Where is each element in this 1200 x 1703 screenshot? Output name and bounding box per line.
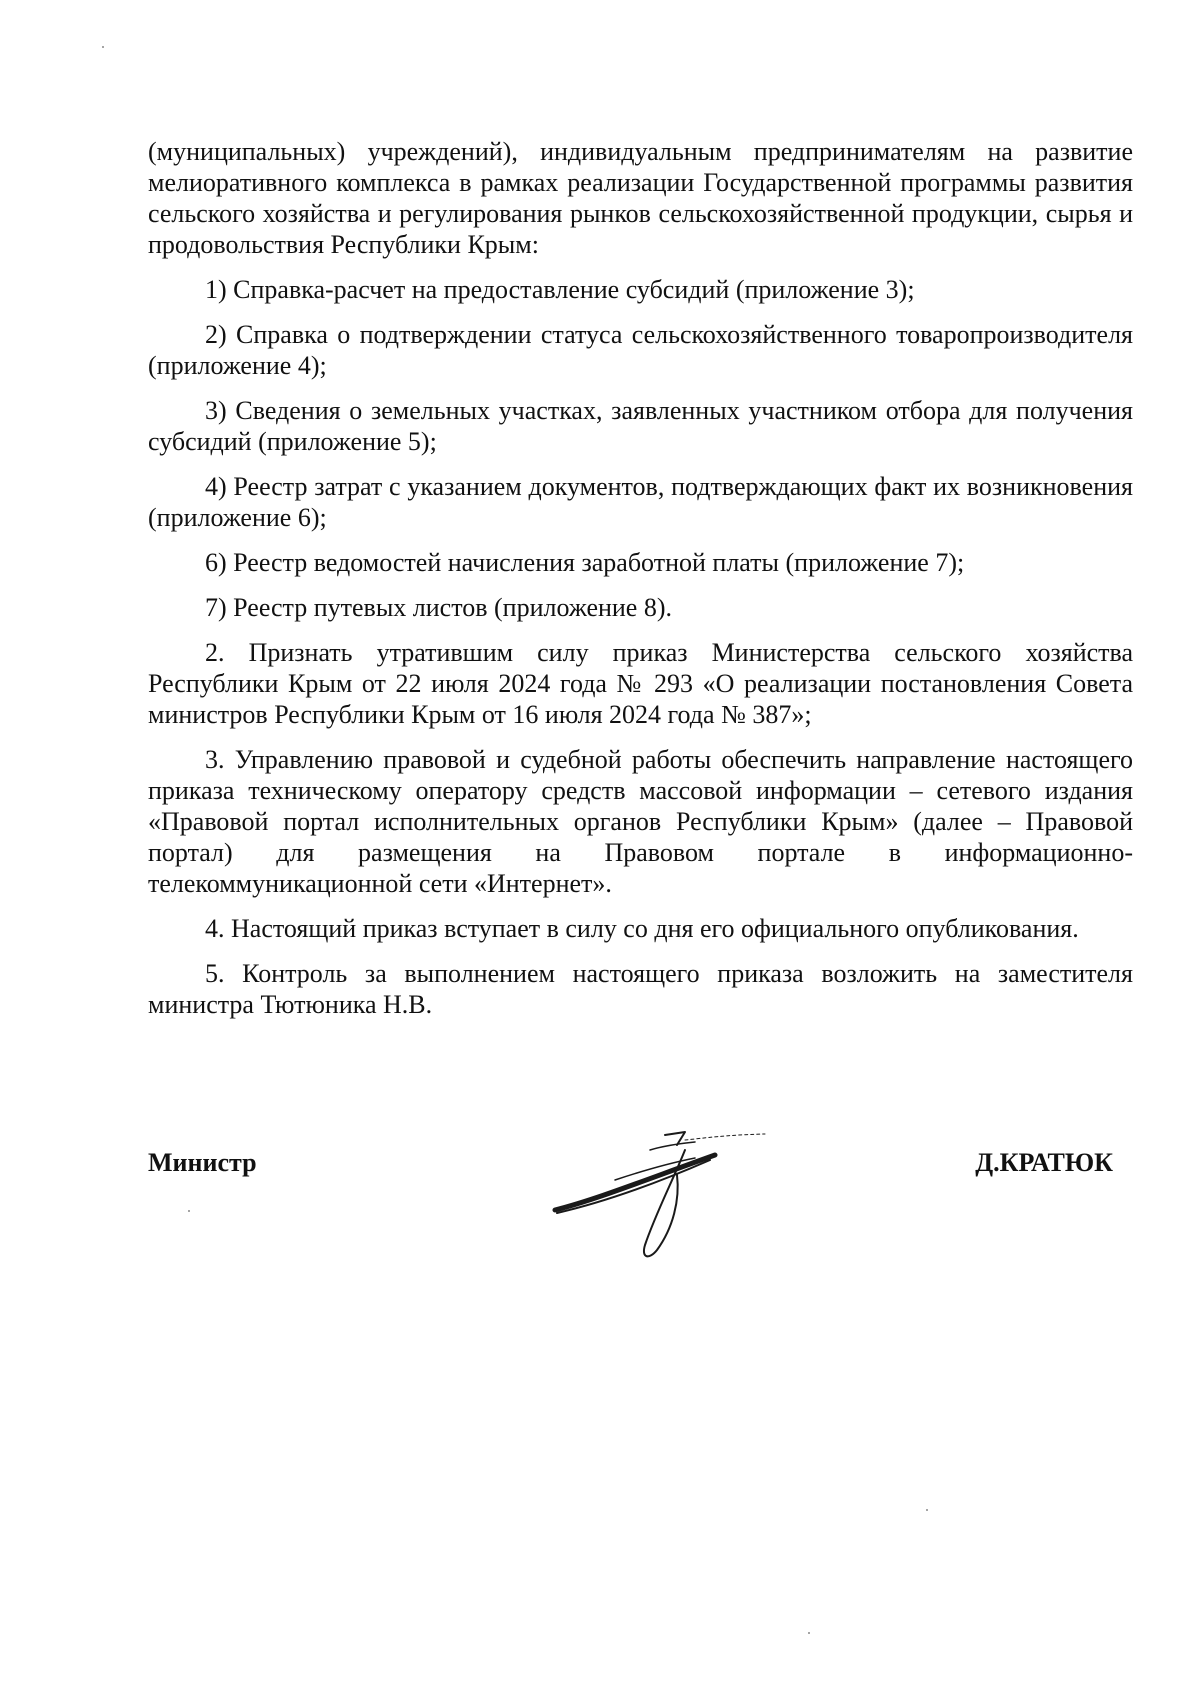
handwritten-signature-icon	[545, 1110, 805, 1270]
list-item-7: 7) Реестр путевых листов (приложение 8).	[205, 593, 673, 622]
list-item-3: 3) Сведения о земельных участках, заявленных участником отбора для получения субсидий (приложение 5);	[148, 396, 1133, 456]
clause-2: 2. Признать утратившим силу приказ Министерства сельского хозяйства Республики Крым от 22 июля 2024 года № 293 «О реализации постановления Совета министров Республики Крым от 16 июля 2024 года № 387»;	[148, 638, 1133, 729]
scan-speck	[188, 1210, 190, 1212]
scan-speck	[926, 1509, 928, 1511]
list-item-6: 6) Реестр ведомостей начисления заработной платы (приложение 7);	[205, 548, 965, 577]
list-item-4: 4) Реестр затрат с указанием документов, подтверждающих факт их возникновения (приложение 6);	[148, 472, 1133, 532]
scan-speck	[808, 1632, 810, 1634]
clause-5: 5. Контроль за выполнением настоящего приказа возложить на заместителя министра Тютюника Н.В.	[148, 959, 1133, 1019]
list-item-1: 1) Справка-расчет на предоставление субсидий (приложение 3);	[205, 275, 915, 304]
list-item-2: 2) Справка о подтверждении статуса сельскохозяйственного товаропроизводителя (приложение 4);	[148, 320, 1133, 380]
document-body	[148, 136, 1133, 1034]
signatory-title: Министр	[148, 1148, 257, 1177]
scan-speck	[102, 46, 104, 48]
clause-3: 3. Управлению правовой и судебной работы обеспечить направление настоящего приказа техническому оператору средств массовой информации – сетевого издания «Правовой портал исполнительных органов Республики Крым» (далее – Правовой портал) для размещения на Правовом портале в информационно-телекоммуникационной сети «Интернет».	[148, 745, 1133, 898]
paragraph-intro: (муниципальных) учреждений), индивидуальным предпринимателям на развитие мелиоративного комплекса в рамках реализации Государственной программы развития сельского хозяйства и регулирования рынков сельскохозяйственной продукции, сырья и продовольствия Республики Крым:	[148, 137, 1133, 259]
clause-4: 4. Настоящий приказ вступает в силу со дня его официального опубликования.	[205, 914, 1079, 943]
signatory-name: Д.КРАТЮК	[975, 1148, 1113, 1177]
